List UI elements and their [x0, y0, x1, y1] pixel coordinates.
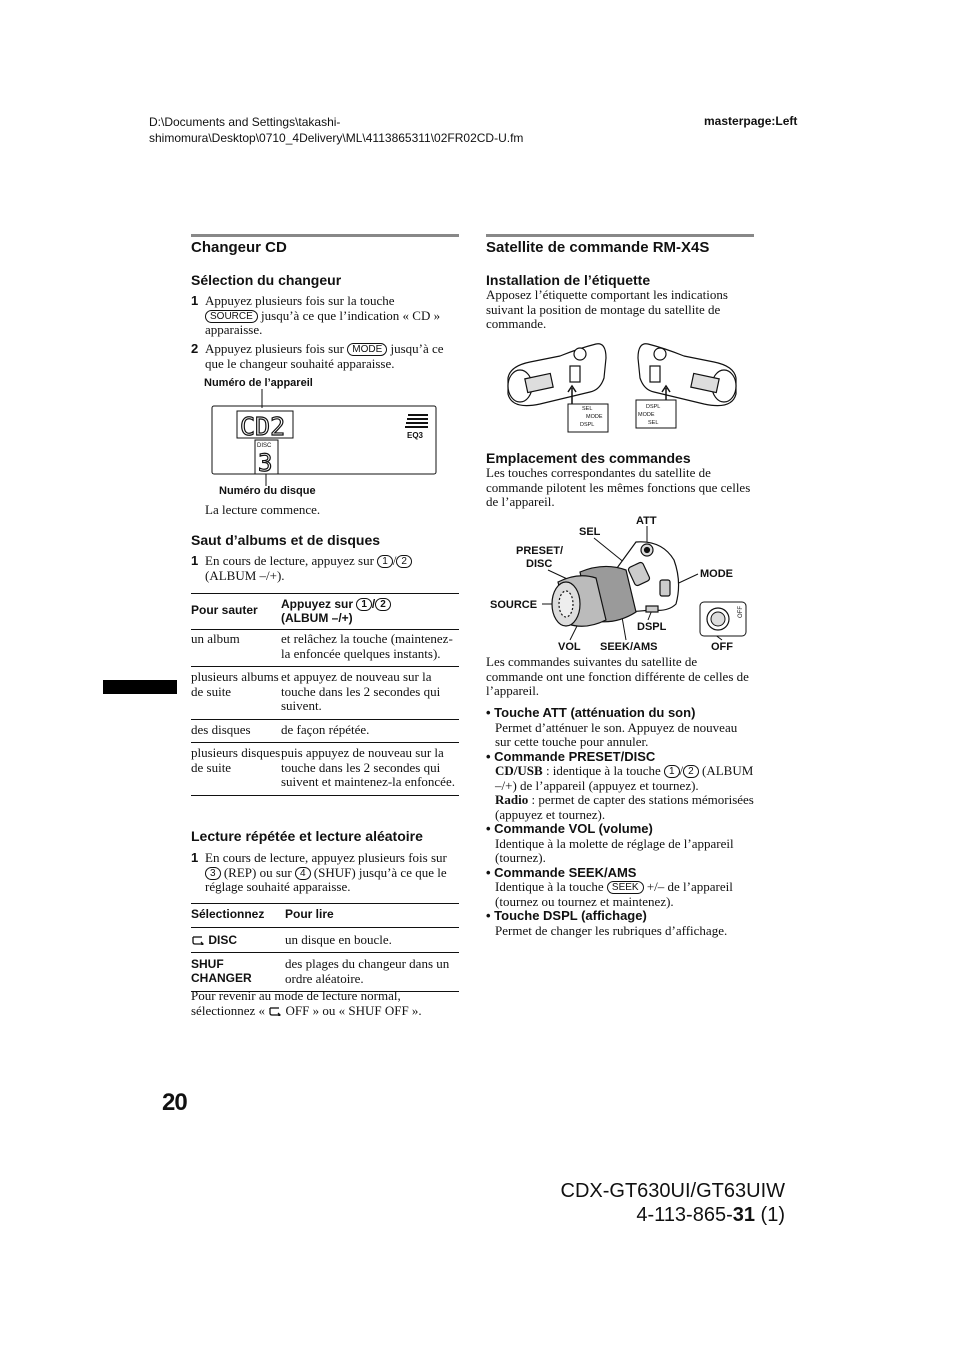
sticker-text: SEL: [648, 420, 659, 426]
table-cell: plusieurs disques de suite: [191, 745, 281, 775]
disc-tag: DISC: [257, 443, 272, 449]
table-row: [191, 927, 459, 953]
key-2: 2: [683, 765, 699, 778]
table-row: [191, 667, 459, 720]
table-cell: et appuyez de nouveau sur la touche dans les 2 secondes qui suivent.: [281, 669, 441, 713]
step-number: 1: [191, 553, 199, 568]
disc-number-segment: 3: [258, 449, 273, 477]
sticker-text: MODE: [638, 412, 655, 418]
label-att: ATT: [636, 515, 657, 527]
section-rule: [486, 234, 754, 237]
part-number: 4-113-865-31 (1): [636, 1204, 785, 1226]
sticker-text: DSPL: [580, 422, 595, 428]
step-number: 1: [191, 850, 199, 865]
sticker-text: MODE: [586, 414, 603, 420]
step-text: (REP) ou sur: [223, 864, 292, 880]
heading-installation: Installation de l’étiquette: [486, 272, 651, 288]
bullet-dspl-head: • Touche DSPL (affichage): [486, 908, 647, 923]
bullet-vol-body: Identique à la molette de réglage de l’appareil (tournez).: [495, 835, 734, 865]
key-2: 2: [375, 598, 391, 611]
repeat-table: [191, 903, 459, 992]
cd-number-segment: CD2: [240, 412, 286, 441]
remote-left: [508, 344, 606, 406]
bullet-seek-head: • Commande SEEK/AMS: [486, 864, 637, 880]
label-installation-illustration: [500, 338, 745, 436]
key-4: 4: [295, 867, 311, 880]
table-cell: un disque en boucle.: [285, 931, 392, 947]
table-header-row: [191, 904, 459, 928]
file-path: D:\Documents and Settings\takashi-shimomura\Desktop\0710_4Delivery\ML\4113865311\02FR02CD-U.fm: [149, 115, 524, 145]
sticker-text: DSPL: [646, 404, 661, 410]
bullet-preset-head: • Commande PRESET/DISC: [486, 748, 656, 764]
label-vol: VOL: [558, 641, 581, 653]
key-2: 2: [396, 555, 412, 568]
bullet-list: [486, 706, 756, 938]
table-cell: plusieurs albums de suite: [191, 669, 279, 699]
table-header: Pour sauter: [191, 603, 258, 617]
label-preset: PRESET/: [516, 545, 564, 557]
remote-body: [552, 542, 679, 626]
repeat-step: [191, 851, 459, 895]
step-2: [191, 342, 459, 371]
table-cell: des disques: [191, 721, 251, 737]
remote-right: [638, 344, 736, 406]
step-1: [191, 294, 459, 338]
key-1: 1: [664, 765, 680, 778]
bullet-preset-body: CD/USB : identique à la touche 1 / 2 (ALBUM –/+) de l’appareil (appuyez et tournez). Radio : permet de capter des stations mémorisées (appuyez et tournez).: [495, 763, 754, 822]
page-number: 20: [162, 1089, 187, 1116]
label-disc-number: Numéro du disque: [219, 485, 316, 497]
table-header-row: [191, 594, 459, 630]
label-seek: SEEK/AMS: [600, 641, 658, 653]
bullet-vol-head: • Commande VOL (volume): [486, 821, 653, 836]
note-text: Pour revenir au mode de lecture normal, sélectionnez « OFF » ou « SHUF OFF ».: [191, 988, 422, 1018]
slash: /: [392, 553, 397, 568]
chapter-tab-marker: [103, 680, 177, 694]
source-key: SOURCE: [205, 310, 258, 323]
table-cell: DISC: [191, 927, 285, 953]
display-illustration: [200, 388, 440, 488]
table-cell: des plages du changeur dans un ordre aléatoire.: [285, 956, 450, 986]
table-row: [191, 719, 459, 743]
label-off: OFF: [711, 641, 733, 653]
other-functions-text: Les commandes suivantes du satellite de commande ont une fonction différente de celles de l’appareil.: [486, 654, 749, 698]
masterpage-label: masterpage:Left: [704, 114, 798, 128]
table-row: [191, 743, 459, 796]
heading-skip: Saut d’albums et de disques: [191, 532, 381, 548]
table-cell: un album: [191, 631, 240, 646]
table-row: [191, 953, 459, 992]
step-text: jusqu’à ce que le changeur souhaité apparaisse.: [205, 341, 444, 371]
table-header: Pour lire: [285, 907, 334, 921]
step-number: 1: [191, 293, 199, 308]
heading-selection: Sélection du changeur: [191, 272, 342, 288]
controls-diagram: [486, 512, 754, 657]
label-unit-number: Numéro de l’appareil: [204, 377, 313, 389]
eq3-logo-icon: [405, 415, 428, 440]
repeat-icon: [191, 935, 205, 945]
sticker-text: SEL: [582, 406, 593, 412]
install-text: Apposez l’étiquette comportant les indications suivant la position de montage du satellite de commande.: [486, 287, 728, 331]
emplacement-text: Les touches correspondantes du satellite de commande pilotent les mêmes fonctions que celles de l’appareil.: [486, 465, 751, 509]
table-cell: puis appuyez de nouveau sur la touche dans les 2 secondes qui suivent et maintenez-la enfoncée.: [281, 745, 455, 789]
section-title-changeur: Changeur CD: [191, 239, 287, 256]
step-text: En cours de lecture, appuyez plusieurs fois sur: [205, 850, 447, 865]
table-row: [191, 630, 459, 667]
model-code: [560, 1179, 785, 1227]
lecture-text: La lecture commence.: [205, 502, 321, 517]
key-1: 1: [356, 598, 372, 611]
label-source: SOURCE: [490, 599, 538, 611]
model-name: CDX-GT630UI/GT63UIW: [560, 1180, 785, 1202]
heading-repeat: Lecture répétée et lecture aléatoire: [191, 828, 423, 844]
skip-table: [191, 593, 459, 796]
off-button-inset: [700, 602, 746, 636]
bullet-seek-body: Identique à la touche SEEK +/– de l’appareil (tournez ou tournez et maintenez).: [495, 879, 733, 909]
step-text: En cours de lecture, appuyez sur: [205, 553, 374, 568]
off-small-text: OFF: [738, 606, 744, 618]
table-cell: SHUF CHANGER: [191, 957, 252, 985]
section-title-satellite: Satellite de commande RM-X4S: [486, 239, 710, 256]
mode-key: MODE: [347, 343, 387, 356]
svg-text:EQ3: EQ3: [407, 431, 424, 440]
step-text: (ALBUM –/+).: [205, 567, 285, 583]
label-sel: SEL: [579, 526, 601, 538]
step-text: (SHUF) jusqu’à ce que le réglage souhaité apparaisse.: [205, 864, 447, 894]
seek-key: SEEK: [607, 881, 644, 894]
skip-step: [191, 554, 459, 583]
label-mode: MODE: [700, 568, 733, 580]
section-rule: [191, 234, 459, 237]
table-cell: et relâchez la touche (maintenez-la enfoncée quelques instants).: [281, 631, 453, 661]
label-dspl: DSPL: [637, 621, 667, 633]
key-1: 1: [377, 555, 393, 568]
step-text: Appuyez plusieurs fois sur: [205, 341, 345, 356]
bullet-dspl-body: Permet de changer les rubriques d’affichage.: [495, 922, 728, 938]
key-3: 3: [205, 867, 221, 880]
step-text: Appuyez plusieurs fois sur la touche: [205, 293, 395, 308]
bullet-att-body: Permet d’atténuer le son. Appuyez de nouveau sur cette touche pour annuler.: [495, 719, 738, 749]
repeat-icon: [268, 1006, 282, 1016]
label-disc: DISC: [526, 558, 553, 570]
bullet-att-head: • Touche ATT (atténuation du son): [486, 705, 696, 720]
step-number: 2: [191, 341, 199, 356]
table-cell: de façon répétée.: [281, 721, 370, 737]
table-header: Appuyez sur 1 / 2 (ALBUM –/+): [281, 594, 459, 630]
step-text: jusqu’à ce que l’indication « CD » apparaisse.: [205, 307, 441, 337]
table-header: Sélectionnez: [191, 907, 265, 921]
heading-emplacement: Emplacement des commandes: [486, 450, 691, 466]
